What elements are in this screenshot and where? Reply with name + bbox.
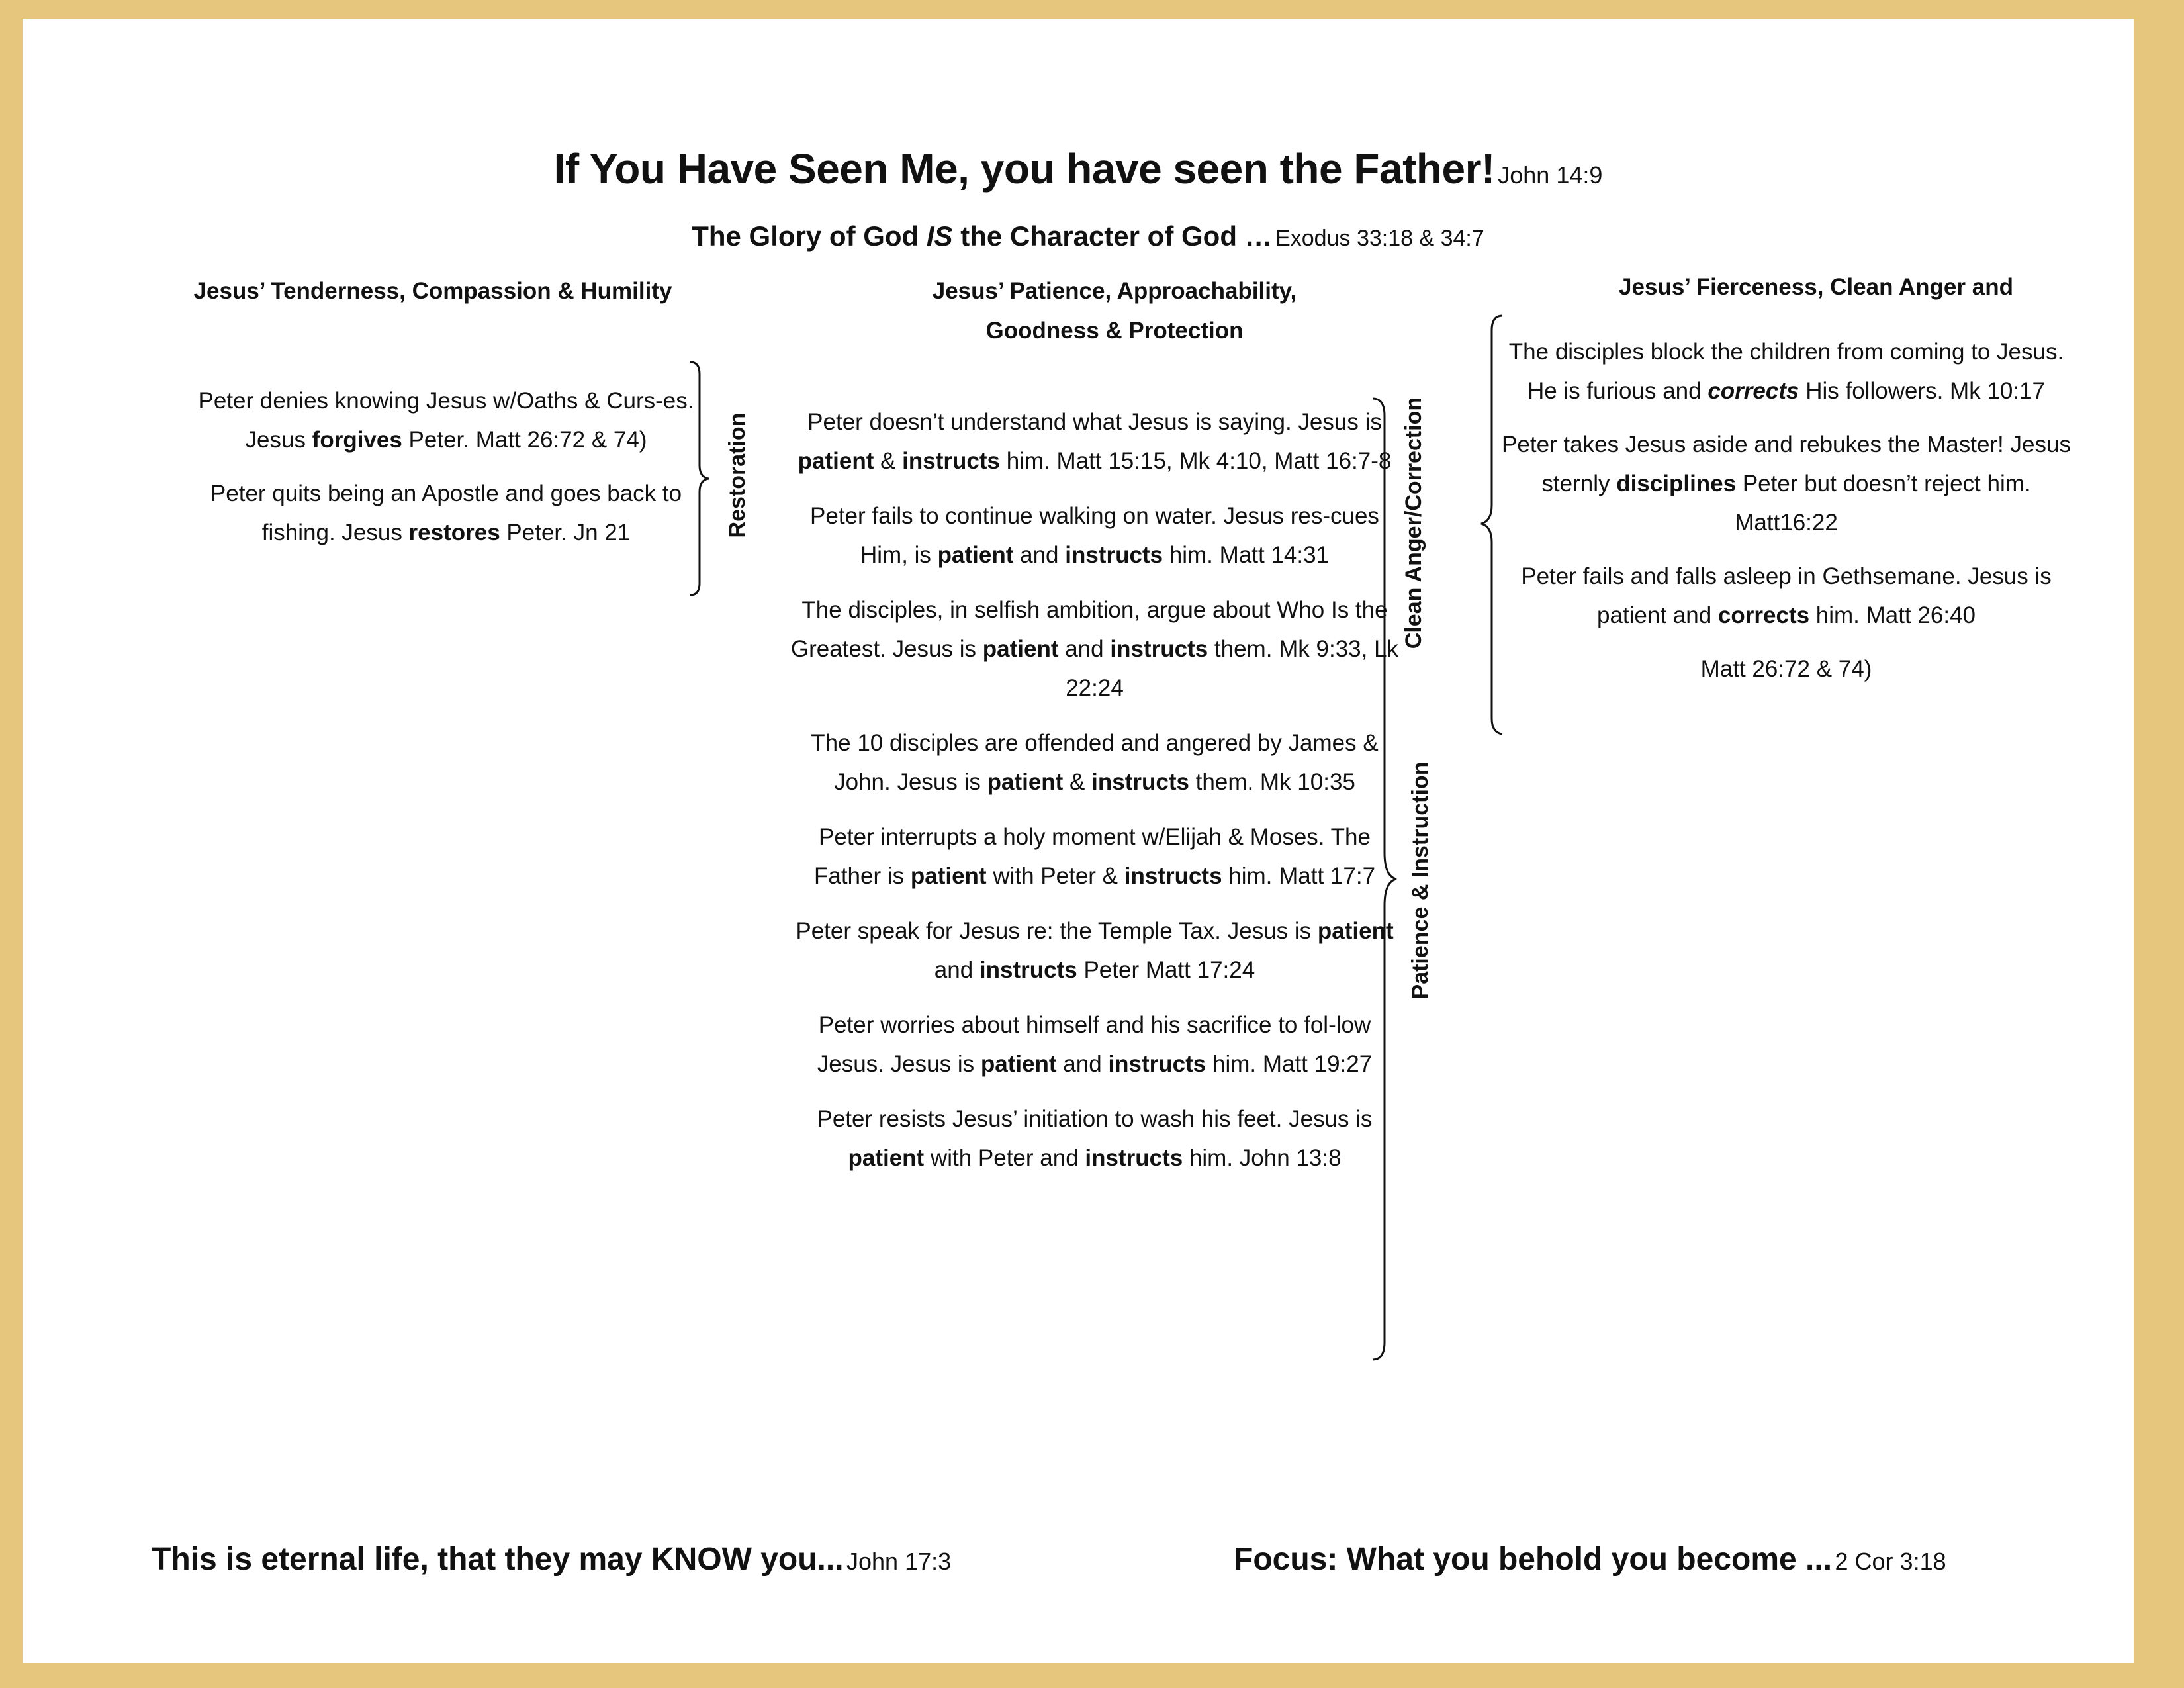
entry-keyword: instructs bbox=[1108, 1051, 1206, 1077]
entry-text: The 10 disciples are offended and angered by James & John. Jesus is bbox=[811, 730, 1379, 795]
entry-text: with Peter & bbox=[986, 863, 1124, 889]
entry-keyword: instructs bbox=[1091, 769, 1189, 795]
entry-text: The disciples block the children from coming to Jesus. He is furious and bbox=[1508, 339, 2064, 404]
entry-keyword: instructs bbox=[979, 957, 1077, 983]
document-page bbox=[23, 19, 2134, 1663]
subtitle-emphasis: IS bbox=[926, 220, 953, 252]
subtitle-pre: The Glory of God bbox=[692, 220, 927, 252]
entry-text: Peter Matt 17:24 bbox=[1077, 957, 1255, 983]
entry-keyword: patient bbox=[987, 769, 1064, 795]
entry-text: The disciples, in selfish ambition, argue about Who Is the Greatest. Jesus is bbox=[790, 597, 1388, 662]
restoration-brace bbox=[688, 359, 714, 598]
center-column-heading bbox=[810, 271, 1419, 351]
entry-text: Peter interrupts a holy moment w/Elijah & Moses. The Father is bbox=[813, 824, 1371, 889]
left-entry bbox=[181, 381, 711, 459]
entry-text: Peter speak for Jesus re: the Temple Tax. Jesus is bbox=[796, 918, 1318, 944]
entry-text: Peter quits being an Apostle and goes back to fishing. Jesus bbox=[210, 481, 682, 545]
entry-text: Peter. Matt 26:72 & 74) bbox=[402, 427, 647, 453]
entry-text: him. Matt 26:40 bbox=[1809, 602, 1976, 628]
page-title bbox=[23, 144, 2134, 193]
center-entry bbox=[787, 496, 1402, 575]
entry-text: them. Mk 10:35 bbox=[1189, 769, 1355, 795]
entry-text: Peter worries about himself and his sacrifice to fol-low Jesus. Jesus is bbox=[817, 1012, 1371, 1077]
entry-keyword: patient bbox=[937, 542, 1014, 568]
center-entry bbox=[787, 912, 1402, 990]
center-heading-line2: Goodness & Protection bbox=[985, 318, 1244, 344]
right-entry bbox=[1502, 425, 2071, 542]
entry-text: Peter but doesn’t reject him. Matt16:22 bbox=[1735, 471, 2031, 536]
entry-keyword: instructs bbox=[1085, 1145, 1183, 1171]
entry-keyword: patient bbox=[1317, 918, 1394, 944]
subtitle-post: the Character of God … bbox=[952, 220, 1273, 252]
entry-text: Peter. Jn 21 bbox=[500, 520, 631, 545]
entry-text: him. John 13:8 bbox=[1183, 1145, 1342, 1171]
entry-keyword: instructs bbox=[902, 448, 1000, 474]
center-entry bbox=[787, 402, 1402, 481]
subtitle bbox=[23, 220, 2134, 252]
center-entry bbox=[787, 590, 1402, 708]
entry-keyword: disciplines bbox=[1616, 471, 1737, 496]
footer-left bbox=[152, 1541, 1078, 1577]
entry-keyword: patient bbox=[910, 863, 987, 889]
subtitle-text bbox=[692, 220, 1272, 252]
center-entry bbox=[787, 724, 1402, 802]
left-column-heading: Jesus’ Tenderness, Compassion & Humility bbox=[193, 278, 672, 304]
left-column-entries bbox=[181, 381, 711, 552]
center-entry bbox=[787, 1006, 1402, 1084]
entry-keyword: patient bbox=[848, 1145, 925, 1171]
entry-keyword: patient bbox=[982, 636, 1059, 662]
footer-right bbox=[1234, 1541, 2094, 1577]
entry-keyword: corrects bbox=[1707, 378, 1799, 404]
entry-text: Peter fails and falls asleep in Gethsemane. Jesus is patient and bbox=[1521, 563, 2052, 628]
right-trailing-reference: Matt 26:72 & 74) bbox=[1700, 656, 1872, 682]
clean-anger-brace bbox=[1479, 313, 1505, 737]
entry-text: with Peter and bbox=[924, 1145, 1085, 1171]
entry-text: him. Matt 19:27 bbox=[1206, 1051, 1373, 1077]
left-entry bbox=[181, 474, 711, 552]
entry-keyword: instructs bbox=[1110, 636, 1208, 662]
entry-text: Peter resists Jesus’ initiation to wash his feet. Jesus is bbox=[817, 1106, 1373, 1132]
patience-instruction-brace bbox=[1370, 396, 1403, 1362]
entry-text: His followers. Mk 10:17 bbox=[1799, 378, 2046, 404]
entry-keyword: corrects bbox=[1717, 602, 1810, 628]
entry-text: Peter denies knowing Jesus w/Oaths & Curs-es. Jesus bbox=[198, 388, 694, 453]
right-column-heading: Jesus’ Fierceness, Clean Anger and bbox=[1619, 274, 2013, 300]
center-entry bbox=[787, 818, 1402, 896]
footer-left-reference: John 17:3 bbox=[846, 1548, 952, 1575]
subtitle-reference: Exodus 33:18 & 34:7 bbox=[1275, 226, 1484, 251]
entry-text: them. Mk 9:33, Lk 22:24 bbox=[1066, 636, 1399, 701]
entry-keyword: restores bbox=[408, 520, 500, 545]
entry-text: and bbox=[1013, 542, 1066, 568]
entry-text: and bbox=[1058, 636, 1111, 662]
center-heading-line1: Jesus’ Patience, Approachability, bbox=[932, 278, 1297, 304]
footer-right-text: Focus: What you behold you become ... bbox=[1234, 1542, 1833, 1577]
entry-text: & bbox=[874, 448, 903, 474]
entry-keyword: patient bbox=[797, 448, 874, 474]
entry-text: and bbox=[934, 957, 979, 983]
restoration-label: Restoration bbox=[725, 412, 750, 538]
entry-text: him. Matt 15:15, Mk 4:10, Matt 16:7-8 bbox=[999, 448, 1392, 474]
entry-text: Peter doesn’t understand what Jesus is saying. Jesus is bbox=[807, 409, 1382, 435]
footer-right-reference: 2 Cor 3:18 bbox=[1835, 1548, 1946, 1575]
entry-text: & bbox=[1063, 769, 1092, 795]
center-entry bbox=[787, 1100, 1402, 1178]
entry-text: Peter fails to continue walking on water. Jesus res-cues Him, is bbox=[810, 503, 1379, 568]
entry-text: Peter takes Jesus aside and rebukes the Master! Jesus sternly bbox=[1502, 432, 2071, 496]
right-entry bbox=[1502, 332, 2071, 410]
entry-text: him. Matt 14:31 bbox=[1163, 542, 1329, 568]
clean-anger-correction-label: Clean Anger/Correction bbox=[1401, 397, 1426, 649]
entry-keyword: forgives bbox=[312, 427, 402, 453]
entry-keyword: instructs bbox=[1124, 863, 1222, 889]
right-column-entries bbox=[1502, 332, 2071, 688]
patience-instruction-label: Patience & Instruction bbox=[1408, 761, 1433, 1000]
title-text: If You Have Seen Me, you have seen the Father! bbox=[553, 145, 1495, 193]
right-entry bbox=[1502, 557, 2071, 635]
entry-text: and bbox=[1056, 1051, 1109, 1077]
center-column-entries bbox=[787, 402, 1402, 1178]
entry-keyword: instructs bbox=[1065, 542, 1163, 568]
footer-left-text: This is eternal life, that they may KNOW you... bbox=[152, 1542, 844, 1577]
title-reference: John 14:9 bbox=[1498, 162, 1603, 189]
entry-text: him. Matt 17:7 bbox=[1222, 863, 1376, 889]
entry-keyword: patient bbox=[980, 1051, 1057, 1077]
